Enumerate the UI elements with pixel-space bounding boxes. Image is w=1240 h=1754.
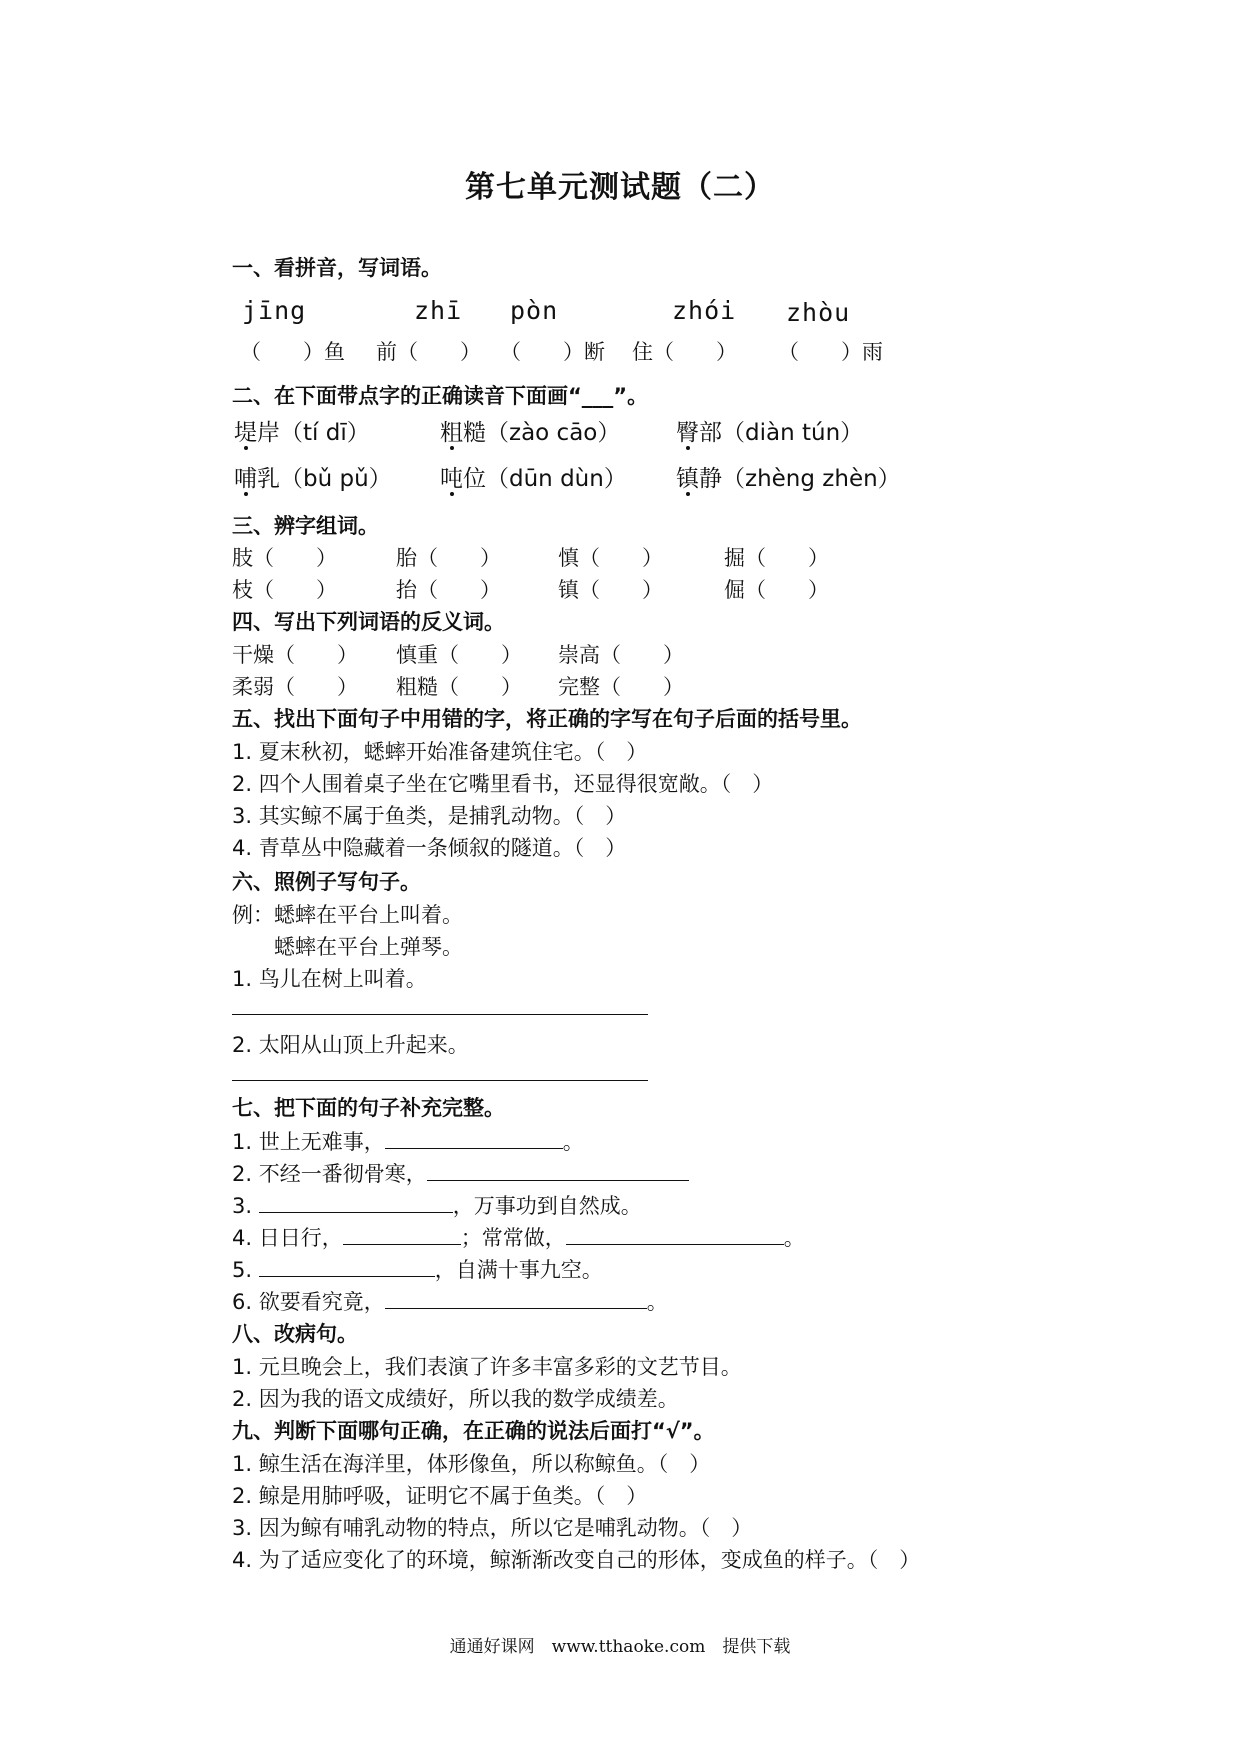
complete-item-3-text: ，万事功到自然成。 [452,1194,642,1218]
char-group-8: 倔（ ） [724,578,829,602]
complete-item-5-number: 5. [232,1258,259,1282]
pinyin-5: zhòu [786,298,851,327]
char-group-4: 掘（ ） [724,546,829,570]
pinyin-4: zhói [672,296,737,325]
page-footer: 通通好课网 www.tthaoke.com 提供下载 [449,1637,791,1657]
word-blank-2: 前（ ） [376,340,481,364]
antonym-item-6: 完整（ ） [558,675,684,699]
complete-item-5 [232,1254,603,1284]
fill-blank[interactable] [566,1243,784,1245]
complete-item-4-end: 。 [783,1226,805,1250]
correction-item-2: 2. 四个人围着桌子坐在它嘴里看书，还显得很宽敞。（ ） [232,772,774,796]
complete-item-2-text: 2. 不经一番彻骨寒， [232,1162,427,1186]
reading-item-2: 粗糙（zào cāo） [440,420,621,446]
complete-item-4 [232,1222,805,1252]
emphasis-dot [244,446,248,450]
emphasis-dot [686,492,690,496]
word-blank-3: （ ）断 [500,340,605,364]
reading-item-4: 哺乳（bǔ pǔ） [234,466,392,492]
reading-item-6: 镇静（zhèng zhèn） [676,466,901,492]
emphasis-dot [450,446,454,450]
section-5-heading: 五、找出下面句子中用错的字，将正确的字写在句子后面的括号里。 [232,707,862,731]
fill-blank[interactable] [343,1243,461,1245]
word-blank-4: 住（ ） [632,340,737,364]
answer-line-2[interactable] [232,1080,648,1081]
section-4-heading: 四、写出下列词语的反义词。 [232,610,505,634]
answer-line-1[interactable] [232,1014,648,1015]
antonym-item-4: 柔弱（ ） [232,675,358,699]
complete-item-5-text: ，自满十事九空。 [434,1258,603,1282]
correction-item-1: 1. 夏末秋初，蟋蟀开始准备建筑住宅。（ ） [232,740,648,764]
emphasis-dot [450,492,454,496]
fill-blank[interactable] [385,1147,563,1149]
imitation-question-2: 2. 太阳从山顶上升起来。 [232,1033,469,1057]
antonym-item-5: 粗糙（ ） [396,675,522,699]
section-1-heading: 一、看拼音，写词语。 [232,256,442,280]
fill-blank[interactable] [259,1275,435,1277]
page-title: 第七单元测试题（二） [465,170,775,205]
complete-item-4-text-a: 4. 日日行， [232,1226,343,1250]
correction-item-4: 4. 青草丛中隐藏着一条倾叙的隧道。（ ） [232,836,627,860]
complete-item-2 [232,1158,689,1188]
antonym-item-3: 崇高（ ） [558,643,684,667]
pinyin-2: zhī [414,296,463,325]
example-sentence-2: 蟋蟀在平台上弹琴。 [274,935,463,959]
antonym-item-1: 干燥（ ） [232,643,358,667]
fix-sentence-1: 1. 元旦晚会上，我们表演了许多丰富多彩的文艺节目。 [232,1355,742,1379]
section-9-heading: 九、判断下面哪句正确，在正确的说法后面打“√”。 [232,1419,715,1443]
section-7-heading: 七、把下面的句子补充完整。 [232,1096,505,1120]
complete-item-1 [232,1126,584,1156]
emphasis-dot [244,492,248,496]
word-blank-5: （ ）雨 [778,340,883,364]
reading-item-5: 吨位（dūn dùn） [440,466,627,492]
fill-blank[interactable] [259,1211,453,1213]
correction-item-3: 3. 其实鲸不属于鱼类，是捕乳动物。（ ） [232,804,627,828]
judge-item-3: 3. 因为鲸有哺乳动物的特点，所以它是哺乳动物。（ ） [232,1516,753,1540]
section-8-heading: 八、改病句。 [232,1322,358,1346]
complete-item-3 [232,1190,642,1220]
judge-item-2: 2. 鲸是用肺呼吸，证明它不属于鱼类。（ ） [232,1484,648,1508]
char-group-3: 慎（ ） [558,546,663,570]
complete-item-6-text: 6. 欲要看究竟， [232,1290,385,1314]
pinyin-3: pòn [510,296,559,325]
judge-item-1: 1. 鲸生活在海洋里，体形像鱼，所以称鲸鱼。（ ） [232,1452,711,1476]
char-group-6: 抬（ ） [396,578,501,602]
antonym-item-2: 慎重（ ） [396,643,522,667]
fill-blank[interactable] [427,1179,689,1181]
section-6-heading: 六、照例子写句子。 [232,870,421,894]
example-sentence-1: 例：蟋蟀在平台上叫着。 [232,903,463,927]
fix-sentence-2: 2. 因为我的语文成绩好，所以我的数学成绩差。 [232,1387,679,1411]
reading-item-1: 堤岸（tí dī） [234,420,370,446]
complete-item-1-text: 1. 世上无难事， [232,1130,385,1154]
fill-blank[interactable] [385,1307,647,1309]
complete-item-6-end: 。 [646,1290,668,1314]
imitation-question-1: 1. 鸟儿在树上叫着。 [232,967,427,991]
judge-item-4: 4. 为了适应变化了的环境，鲸渐渐改变自己的形体，变成鱼的样子。（ ） [232,1548,921,1572]
complete-item-3-number: 3. [232,1194,259,1218]
section-3-heading: 三、辨字组词。 [232,514,379,538]
emphasis-dot [686,446,690,450]
char-group-2: 胎（ ） [396,546,501,570]
complete-item-1-end: 。 [562,1130,584,1154]
pinyin-1: jīng [242,296,307,325]
word-blank-1: （ ）鱼 [240,340,345,364]
complete-item-4-text-b: ；常常做， [460,1226,566,1250]
char-group-7: 镇（ ） [558,578,663,602]
reading-item-3: 臀部（diàn tún） [676,420,864,446]
section-2-heading: 二、在下面带点字的正确读音下面画“___”。 [232,384,649,408]
char-group-1: 肢（ ） [232,546,337,570]
complete-item-6 [232,1286,668,1316]
char-group-5: 枝（ ） [232,578,337,602]
